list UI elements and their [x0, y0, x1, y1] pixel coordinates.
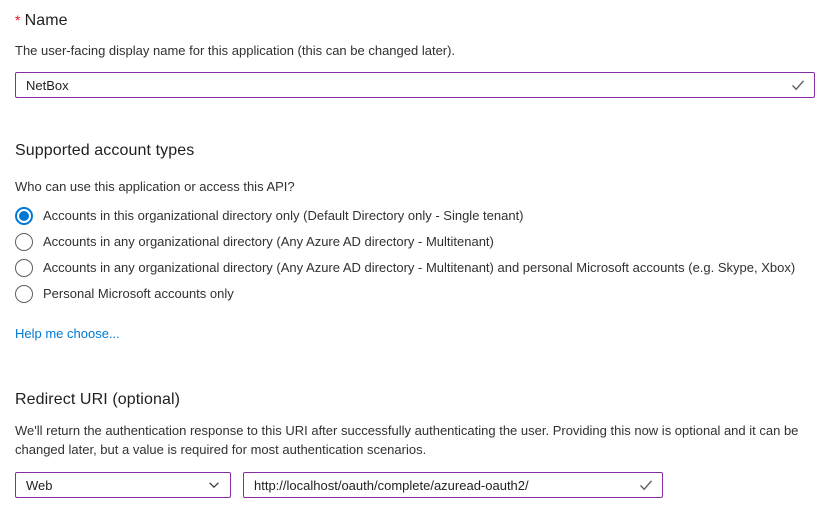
- radio-label: Personal Microsoft accounts only: [43, 286, 234, 301]
- redirect-uri-row: [15, 472, 815, 498]
- account-types-question: Who can use this application or access this API?: [15, 179, 295, 194]
- redirect-uri-input-wrapper: [243, 472, 663, 498]
- required-marker: *: [15, 12, 21, 28]
- help-me-choose-link[interactable]: Help me choose...: [15, 326, 120, 341]
- radio-icon: [15, 259, 33, 277]
- name-input-wrapper: [15, 72, 815, 98]
- redirect-uri-input[interactable]: [244, 473, 638, 497]
- account-types-radio-group: [15, 203, 815, 307]
- name-title-text: Name: [24, 12, 68, 29]
- radio-icon: [15, 207, 33, 225]
- check-icon: [638, 477, 654, 493]
- radio-label: Accounts in any organizational directory (Any Azure AD directory - Multitenant) and personal Microsoft accounts (e.g. Skype, Xbox): [43, 260, 796, 275]
- redirect-uri-description: We'll return the authentication response to this URI after successfully authenticating the user. Providing this now is optional and it can be changed later, but a value is required for most authentication scenarios.: [15, 423, 799, 457]
- account-types-title: Supported account types: [15, 142, 195, 159]
- radio-icon: [15, 233, 33, 251]
- radio-label: Accounts in any organizational directory (Any Azure AD directory - Multitenant): [43, 234, 494, 249]
- account-type-option-multitenant[interactable]: [15, 229, 815, 255]
- chevron-down-icon: [207, 478, 221, 492]
- platform-select-value: Web: [26, 477, 53, 493]
- check-icon: [790, 77, 806, 93]
- name-description: The user-facing display name for this application (this can be changed later).: [15, 43, 456, 58]
- name-section-title: [15, 9, 815, 32]
- account-type-option-personal-only[interactable]: [15, 281, 815, 307]
- radio-icon: [15, 285, 33, 303]
- account-type-option-multitenant-personal[interactable]: [15, 255, 815, 281]
- redirect-uri-title: Redirect URI (optional): [15, 391, 181, 408]
- radio-label: Accounts in this organizational directory only (Default Directory only - Single tenant): [43, 208, 524, 223]
- platform-select[interactable]: [15, 472, 231, 498]
- account-type-option-single-tenant[interactable]: [15, 203, 815, 229]
- name-input[interactable]: [16, 73, 790, 97]
